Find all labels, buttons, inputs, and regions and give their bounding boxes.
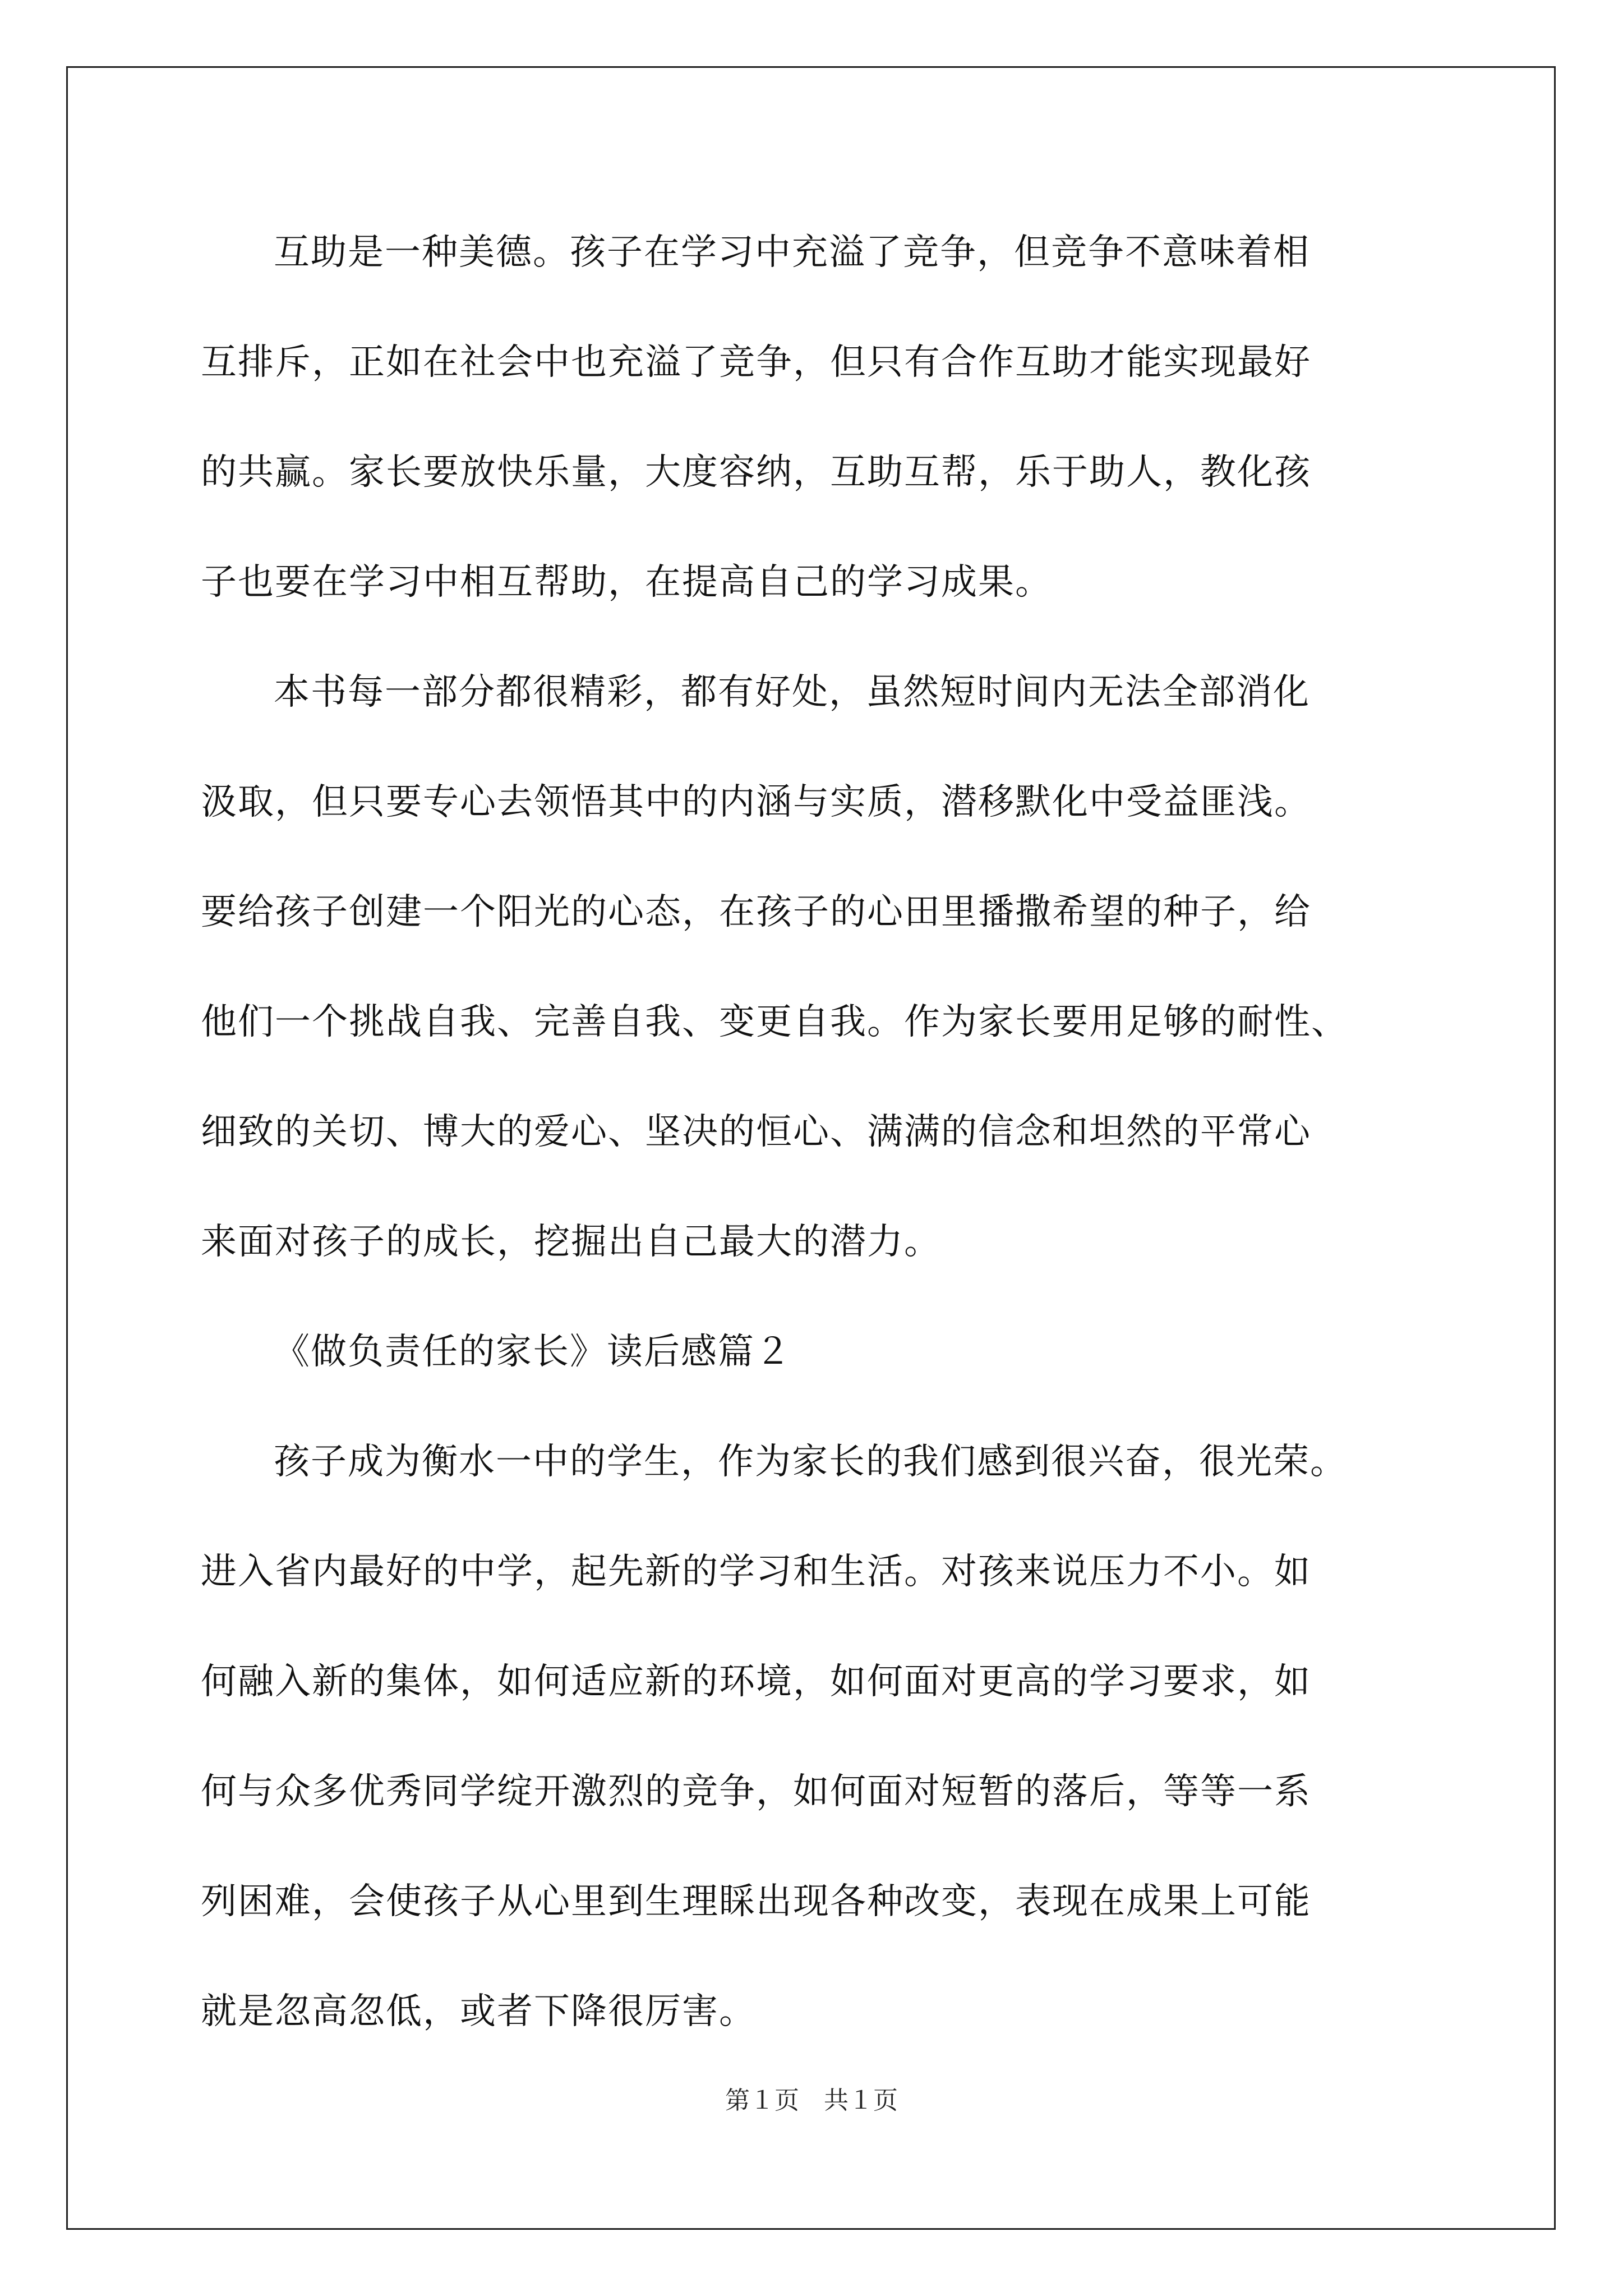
section-heading: 《做负责任的家长》读后感篇２ bbox=[274, 1331, 792, 1373]
text-line: 互排斥，正如在社会中也充溢了竞争，但只有合作互助才能实现最好 bbox=[201, 342, 1311, 383]
text-line: 互助是一种美德。孩子在学习中充溢了竞争，但竞争不意味着相 bbox=[274, 232, 1310, 273]
text-line: 子也要在学习中相互帮助，在提高自己的学习成果。 bbox=[201, 562, 1052, 603]
text-line: 细致的关切、博大的爱心、坚决的恒心、满满的信念和坦然的平常心 bbox=[201, 1111, 1311, 1153]
text-line: 汲取，但只要专心去领悟其中的内涵与实质，潜移默化中受益匪浅。 bbox=[201, 781, 1311, 823]
page-footer: 第１页 共１页 bbox=[725, 2086, 898, 2115]
text-line: 来面对孩子的成长，挖掘出自己最大的潜力。 bbox=[201, 1221, 941, 1263]
text-line: 他们一个挑战自我、完善自我、变更自我。作为家长要用足够的耐性、 bbox=[201, 1001, 1348, 1043]
text-line: 孩子成为衡水一中的学生，作为家长的我们感到很兴奋，很光荣。 bbox=[274, 1441, 1347, 1483]
text-line: 要给孩子创建一个阳光的心态，在孩子的心田里播撒希望的种子，给 bbox=[201, 891, 1311, 933]
text-line: 就是忽高忽低，或者下降很厉害。 bbox=[201, 1991, 756, 2032]
text-line: 何与众多优秀同学绽开激烈的竞争，如何面对短暂的落后，等等一系 bbox=[201, 1771, 1311, 1812]
text-line: 进入省内最好的中学，起先新的学习和生活。对孩来说压力不小。如 bbox=[201, 1551, 1311, 1593]
text-line: 本书每一部分都很精彩，都有好处，虽然短时间内无法全部消化 bbox=[274, 671, 1310, 713]
text-line: 何融入新的集体，如何适应新的环境，如何面对更高的学习要求，如 bbox=[201, 1661, 1311, 1703]
text-line: 列困难，会使孩子从心里到生理睬出现各种改变，表现在成果上可能 bbox=[201, 1881, 1311, 1922]
text-line: 的共赢。家长要放快乐量，大度容纳，互助互帮，乐于助人，教化孩 bbox=[201, 452, 1311, 493]
